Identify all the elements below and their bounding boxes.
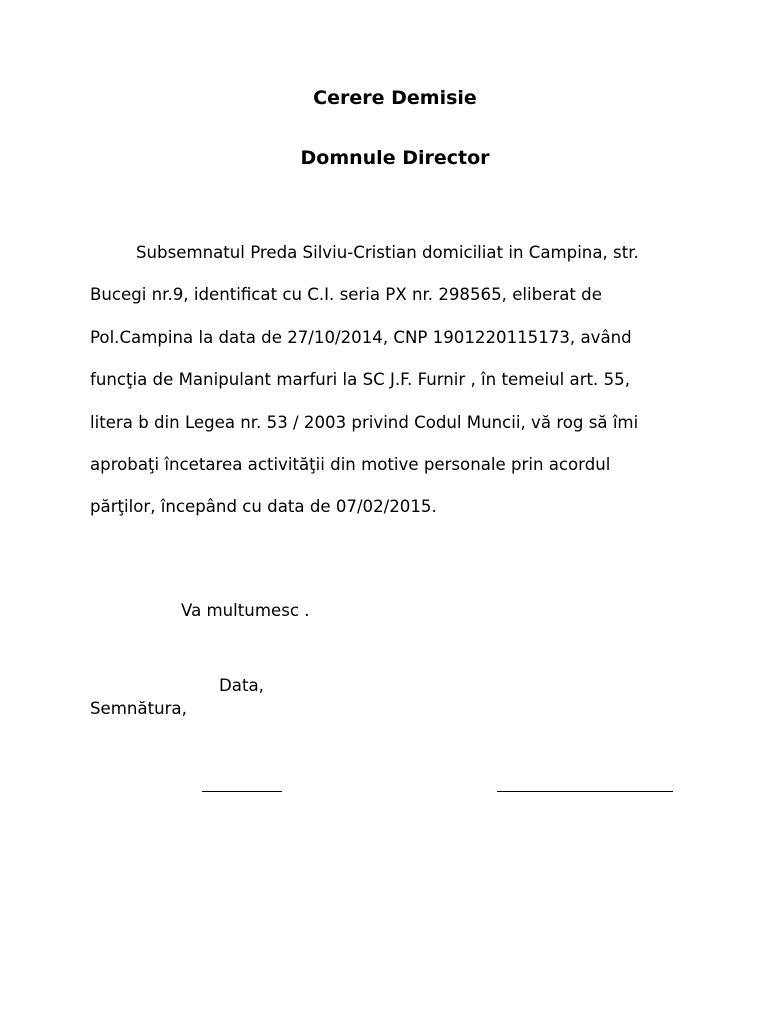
addressee: Domnule Director bbox=[300, 147, 490, 169]
document-title: Cerere Demisie bbox=[313, 87, 477, 109]
signature-blank-line bbox=[497, 791, 673, 792]
signature-label: Semnătura, bbox=[90, 699, 187, 718]
body-line: Pol.Campina la data de 27/10/2014, CNP 1901220115173, având bbox=[90, 327, 632, 347]
body-line: Subsemnatul Preda Silviu-Cristian domiciliat in Campina, str. bbox=[136, 243, 639, 262]
closing-text: Va multumesc . bbox=[181, 601, 310, 620]
date-blank-line bbox=[202, 791, 282, 792]
body-line: litera b din Legea nr. 53 / 2003 privind Codul Muncii, vă rog să îmi bbox=[90, 412, 639, 432]
body-line: părţilor, începând cu data de 07/02/2015. bbox=[90, 497, 437, 517]
date-label: Data, bbox=[219, 676, 264, 695]
body-line: funcţia de Manipulant marfuri la SC J.F. Furnir , în temeiul art. 55, bbox=[90, 370, 630, 390]
request-body bbox=[90, 232, 690, 529]
body-line: Bucegi nr.9, identificat cu C.I. seria PX nr. 298565, eliberat de bbox=[90, 285, 602, 305]
body-line: aprobaţi încetarea activităţii din motive personale prin acordul bbox=[90, 455, 611, 475]
